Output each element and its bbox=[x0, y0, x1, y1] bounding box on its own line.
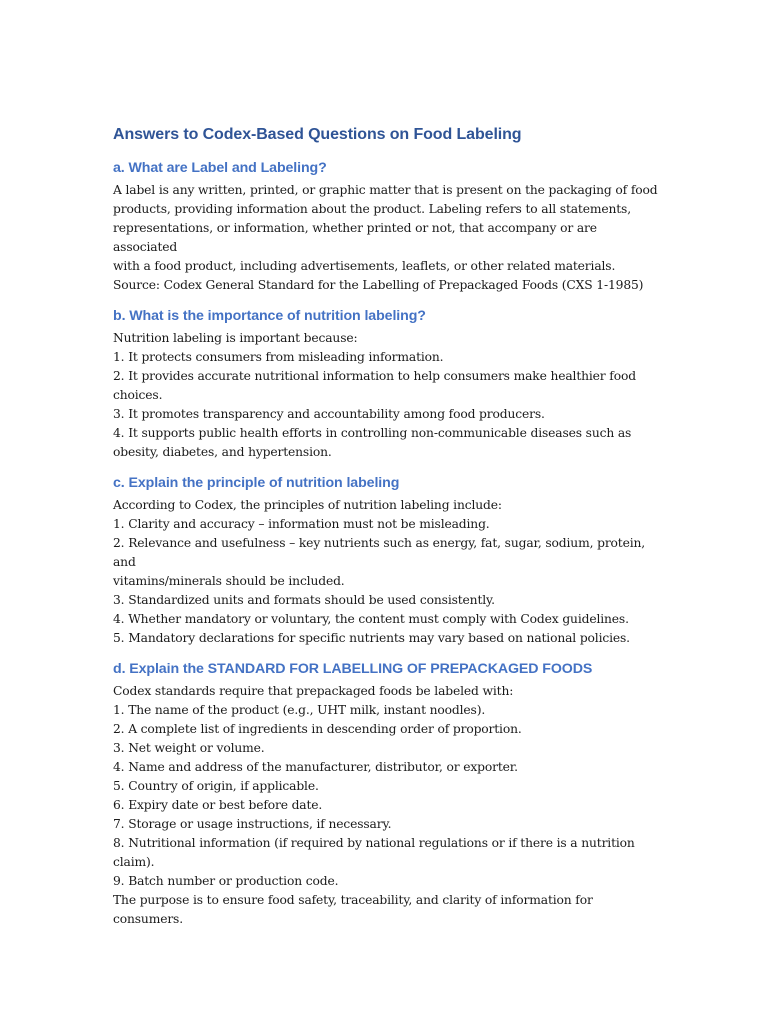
list-item: 7. Storage or usage instructions, if necessary. bbox=[113, 817, 392, 831]
list-item: 5. Mandatory declarations for specific nutrients may vary based on national policies. bbox=[113, 631, 630, 645]
list-item: 3. It promotes transparency and accountability among food producers. bbox=[113, 407, 545, 421]
list-item-continuation: vitamins/minerals should be included. bbox=[113, 574, 345, 588]
source-line: Source: Codex General Standard for the Labelling of Prepackaged Foods (CXS 1-1985) bbox=[113, 278, 644, 292]
list-item: 4. Name and address of the manufacturer, distributor, or exporter. bbox=[113, 760, 518, 774]
list-item-continuation: obesity, diabetes, and hypertension. bbox=[113, 445, 332, 459]
section-heading: b. What is the importance of nutrition labeling? bbox=[113, 308, 426, 324]
list-item: 9. Batch number or production code. bbox=[113, 874, 339, 888]
list-item: 2. Relevance and usefulness – key nutrients such as energy, fat, sugar, sodium, protein, and bbox=[113, 536, 649, 569]
paragraph-line: A label is any written, printed, or graphic matter that is present on the packaging of food bbox=[113, 183, 658, 197]
list-item: 4. Whether mandatory or voluntary, the content must comply with Codex guidelines. bbox=[113, 612, 629, 626]
section-heading: c. Explain the principle of nutrition labeling bbox=[113, 475, 400, 491]
list-item: 2. A complete list of ingredients in descending order of proportion. bbox=[113, 722, 522, 736]
list-item: 6. Expiry date or best before date. bbox=[113, 798, 323, 812]
paragraph-line: with a food product, including advertisements, leaflets, or other related materials. bbox=[113, 259, 616, 273]
section-heading: d. Explain the STANDARD FOR LABELLING OF PREPACKAGED FOODS bbox=[113, 661, 593, 677]
paragraph-line: products, providing information about the product. Labeling refers to all statements, bbox=[113, 202, 631, 216]
list-item: 1. It protects consumers from misleading information. bbox=[113, 350, 444, 364]
list-item-continuation: claim). bbox=[113, 855, 155, 869]
list-item: 3. Net weight or volume. bbox=[113, 741, 265, 755]
section-heading: a. What are Label and Labeling? bbox=[113, 160, 327, 176]
list-item: 1. Clarity and accuracy – information must not be misleading. bbox=[113, 517, 490, 531]
intro-line: Codex standards require that prepackaged foods be labeled with: bbox=[113, 684, 514, 698]
document-title: Answers to Codex-Based Questions on Food Labeling bbox=[113, 126, 522, 143]
list-item-continuation: choices. bbox=[113, 388, 163, 402]
document-content bbox=[113, 124, 658, 941]
list-item: 4. It supports public health efforts in controlling non-communicable diseases such as bbox=[113, 426, 632, 440]
intro-line: Nutrition labeling is important because: bbox=[113, 331, 358, 345]
section-b bbox=[113, 307, 658, 462]
list-item: 1. The name of the product (e.g., UHT milk, instant noodles). bbox=[113, 703, 486, 717]
list-item: 5. Country of origin, if applicable. bbox=[113, 779, 319, 793]
list-item: 8. Nutritional information (if required by national regulations or if there is a nutrition bbox=[113, 836, 635, 850]
section-c bbox=[113, 474, 658, 648]
intro-line: According to Codex, the principles of nutrition labeling include: bbox=[113, 498, 502, 512]
list-item: 3. Standardized units and formats should be used consistently. bbox=[113, 593, 495, 607]
list-item: 2. It provides accurate nutritional information to help consumers make healthier food bbox=[113, 369, 636, 383]
paragraph-line: representations, or information, whether printed or not, that accompany or are associated bbox=[113, 221, 601, 254]
section-a bbox=[113, 159, 658, 295]
section-d bbox=[113, 660, 658, 929]
conclusion-line: The purpose is to ensure food safety, traceability, and clarity of information for consumers. bbox=[113, 893, 597, 926]
